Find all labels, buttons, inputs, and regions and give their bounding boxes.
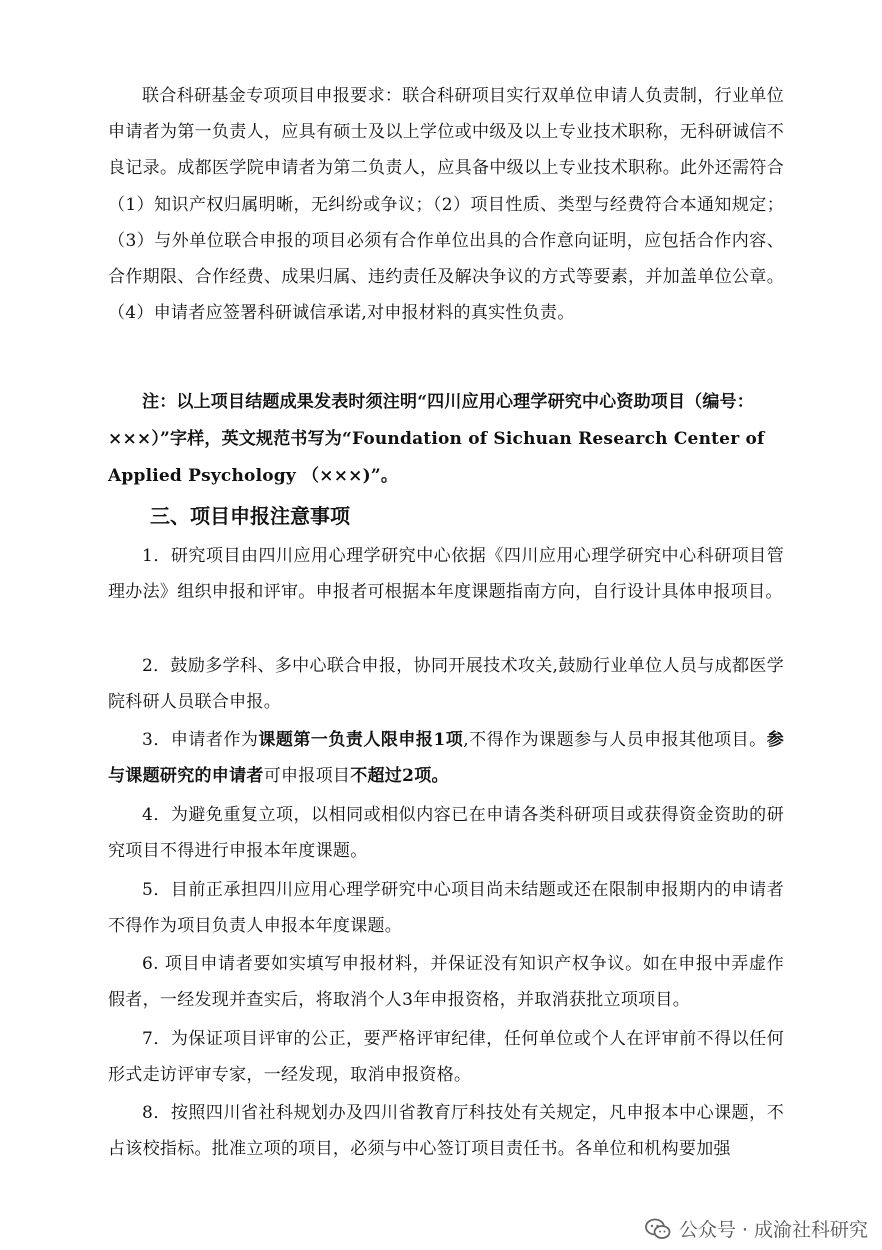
item-6: 6. 项目申请者要如实填写申报材料，并保证没有知识产权争议。如在申报中弄虚作假者，一经发现并查实后，将取消个人3年申报资格，并取消获批立项项目。 xyxy=(108,954,784,1011)
watermark-text: 公众号 · 成渝社科研究 xyxy=(678,1219,868,1241)
item-3-bold-participant: 参与课题研究的申请者 xyxy=(108,730,784,787)
item-3 xyxy=(108,722,784,794)
citation-note: 注：以上项目结题成果发表时须注明“四川应用心理学研究中心资助项目（编号：×××）”字样，英文规范书写为“Foundation of Sichuan Research Center of Applied Psychology （×××)”。 xyxy=(108,392,765,486)
wechat-watermark xyxy=(645,1215,868,1242)
item-3-text-a: 3．申请者作为 xyxy=(142,730,259,750)
item-7: 7．为保证项目评审的公正，要严格评审纪律，任何单位或个人在评审前不得以任何形式走访评审专家，一经发现，取消申报资格。 xyxy=(108,1029,784,1086)
item-2: 2．鼓励多学科、多中心联合申报，协同开展技术攻关,鼓励行业单位人员与成都医学院科研人员联合申报。 xyxy=(108,656,784,713)
item-3-text-c: ,不得作为课题参与人员申报其他项目。 xyxy=(463,730,767,750)
item-3-bold-max: 不超过2项 xyxy=(350,766,432,787)
wechat-icon xyxy=(645,1218,671,1240)
item-1: 1．研究项目由四川应用心理学研究中心依据《四川应用心理学研究中心科研项目管理办法》组织申报和评审。申报者可根据本年度课题指南方向，自行设计具体申报项目。 xyxy=(108,546,784,603)
item-3-text-g: 。 xyxy=(431,766,449,787)
section-heading: 三、项目申报注意事项 xyxy=(150,504,350,528)
joint-fund-requirements-paragraph: 联合科研基金专项项目申报要求：联合科研项目实行双单位申请人负责制，行业单位申请者为第一负责人，应具有硕士及以上学位或中级及以上专业技术职称，无科研诚信不良记录。成都医学院申请者为第二负责人，应具备中级以上专业技术职称。此外还需符合（1）知识产权归属明晰，无纠纷或争议；（2）项目性质、类型与经费符合本通知规定；（3）与外单位联合申报的项目必须有合作单位出具的合作意向证明，应包括合作内容、合作期限、合作经费、成果归属、违约责任及解决争议的方式等要素，并加盖单位公章。（4）申请者应签署科研诚信承诺,对申报材料的真实性负责。 xyxy=(108,86,784,324)
item-8: 8．按照四川省社科规划办及四川省教育厅科技处有关规定，凡申报本中心课题，不占该校指标。批准立项的项目，必须与中心签订项目责任书。各单位和机构要加强 xyxy=(108,1103,784,1160)
item-5: 5．目前正承担四川应用心理学研究中心项目尚未结题或还在限制申报期内的申请者不得作为项目负责人申报本年度课题。 xyxy=(108,880,784,937)
item-3-text-e: 可申报项目 xyxy=(263,766,351,787)
item-3-bold-limit: 课题第一负责人限申报1项 xyxy=(258,730,464,750)
item-4: 4．为避免重复立项，以相同或相似内容已在申请各类科研项目或获得资金资助的研究项目不得进行申报本年度课题。 xyxy=(108,805,784,862)
